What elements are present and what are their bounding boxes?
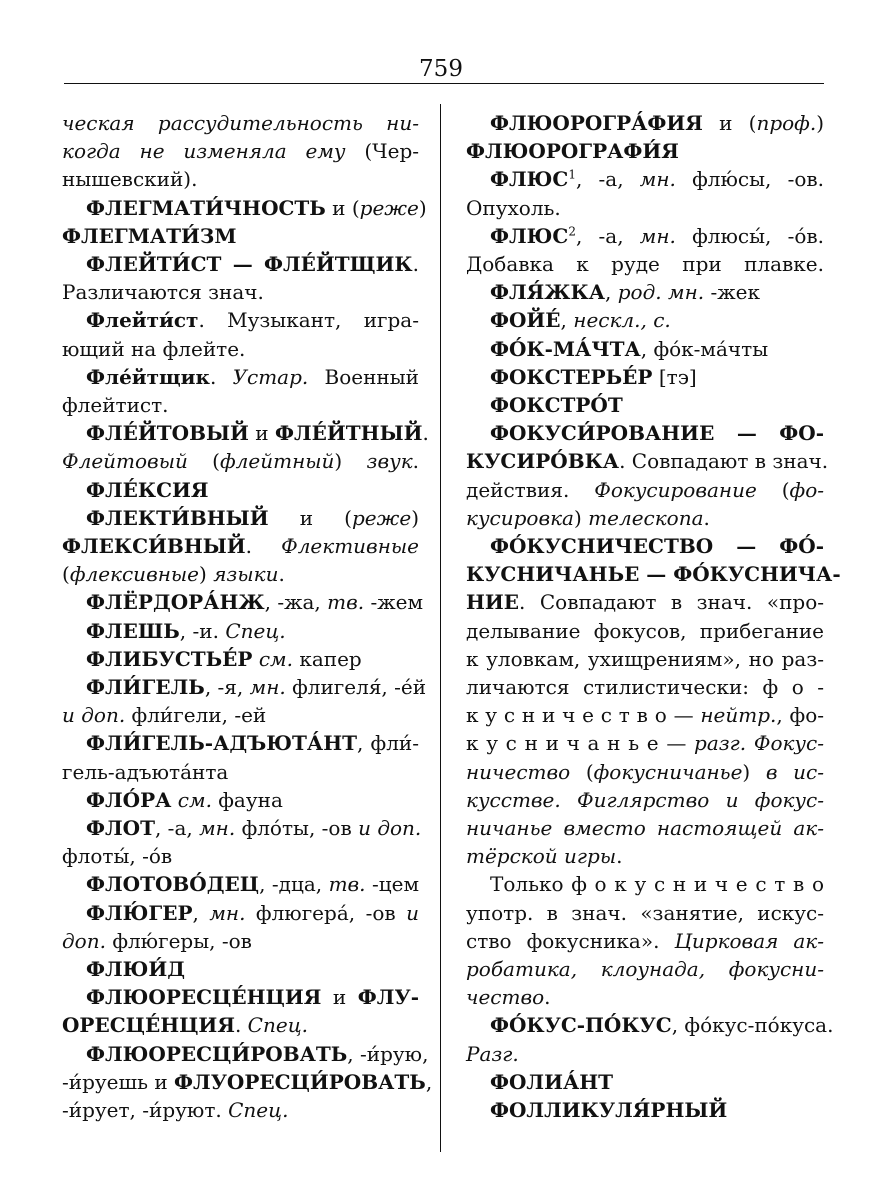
headword: ФОЛЛИКУЛЯ́РНЫЙ [490,1098,728,1122]
text-line [62,223,236,249]
text-line [86,956,185,982]
italic-text: проф. [756,111,817,135]
text-line [466,674,824,700]
text-line [466,251,824,277]
text-run: флюсы́, -о́в. [675,223,824,248]
text-run: Добавка к руде при плавке. [466,252,824,276]
italic-text: Устар. [232,364,309,389]
italic-text: флексивные [69,562,200,587]
headword: ФОКСТРО́Т [490,393,623,417]
page-number: 759 [419,56,463,82]
text-run: ( [756,477,790,502]
headword: ФЛЕ́ЙТНЫЙ [275,421,423,446]
headword: ФЛИ́ГЕЛЬ-АДЪЮТА́НТ [86,731,357,756]
italic-text: см. [258,646,293,671]
text-run: -цем [365,872,419,897]
left-column [62,0,433,1192]
italic-text: мн. [249,675,286,699]
italic-text: нейтр. [700,703,777,728]
text-run: . [616,844,623,869]
text-run: -жек [704,280,760,305]
text-run: , -а, [575,167,640,192]
text-line [466,1041,519,1067]
headword: ФЛЮОРЕСЦЕ́НЦИЯ [86,985,322,1010]
text-run: . Совпадают в знач. «про- [519,590,824,615]
text-run: , -а, [575,223,640,248]
italic-text: мн. [209,900,246,925]
italic-text: и [406,900,419,925]
text-run: Опухоль. [466,195,561,220]
text-run: к у с н и ч е с т в о — [466,703,701,728]
text-run: . Совпадают в знач. [619,449,829,474]
text-line [86,195,427,221]
text-run: , [605,280,618,305]
italic-text: кусстве. Фиглярство и фокус- [466,787,824,812]
headword: КУСИРО́ВКА [466,449,620,474]
text-run: ство фокусника». [466,928,675,953]
text-run: ( [62,562,70,587]
text-run: -и́рует, -и́руют. [62,1098,229,1122]
headword: ФЛИБУСТЬЕ́Р [86,646,253,671]
headword: ФЛЮ́ГЕР [86,900,193,925]
text-run: личаются стилистически: ф о - [466,675,824,699]
headword: Фле́йтщик [86,364,210,389]
italic-text: ничество [466,759,571,784]
italic-text: род. мн. [617,280,705,305]
italic-text: Разг. [466,1041,519,1066]
text-line [86,1041,429,1067]
text-run: и [321,985,358,1010]
italic-text: Спец. [228,1098,289,1122]
headword: ФЛЮС [490,223,569,248]
headword: ФОЛИА́НТ [490,1069,614,1094]
text-run: [тэ] [652,364,697,389]
text-line [490,533,824,559]
italic-text: Цирковая ак- [674,928,824,953]
text-run: фауна [211,787,283,812]
text-line [490,1012,834,1038]
text-line [86,984,419,1010]
text-run: ) [816,111,824,135]
italic-text: мн. [639,167,676,192]
text-run: к у с н и ч а н ь е — [466,731,695,756]
text-line [62,166,197,192]
text-line [490,166,824,192]
italic-text: Спец. [225,618,286,643]
text-line [86,674,427,700]
headword: ФЛЕКТИ́ВНЫЙ [86,505,269,530]
text-line [62,759,228,785]
headword: Флейти́ст [86,308,199,333]
headword: ФЛО́РА [86,787,172,812]
italic-text: мн. [199,816,236,840]
italic-text: Спец. [247,1013,309,1038]
italic-text: в ис- [765,759,824,784]
text-run: , [560,308,574,333]
headword: НИЕ [466,590,520,615]
text-line [86,787,283,813]
italic-text: чество [466,985,545,1010]
text-run: . [278,562,285,587]
text-line [62,843,172,869]
headword: ФО́КУС-ПО́КУС [490,1013,672,1038]
headword: ФО́К-МА́ЧТА [490,336,641,361]
text-line [62,448,419,474]
text-line [466,477,824,503]
text-line [490,364,697,390]
headword: ФЛОТОВО́ДЕЦ [86,872,260,897]
headword: ФЛЁРДОРА́НЖ [86,590,265,615]
text-line [62,138,419,164]
text-run: , [192,900,210,925]
text-run: . [422,421,429,446]
headword: ФОКСТЕРЬЕ́Р [490,364,653,389]
text-run: , -а, [154,816,200,840]
right-column [466,0,841,1192]
text-line [490,336,768,362]
text-run: . [234,1013,248,1038]
homonym-index: 2 [568,224,576,239]
text-run: . [703,505,710,530]
text-line [490,1097,727,1123]
text-line [86,618,286,644]
text-run: , -и́рую, [347,1041,429,1066]
text-run: флейтист. [62,393,169,417]
text-run: , -и. [179,618,226,643]
text-run: и ( [702,111,757,135]
text-run: Различаются знач. [62,280,264,305]
text-run: и ( [268,505,352,530]
italic-text: фо- [789,477,824,502]
text-run: нышевский). [62,167,198,192]
text-line [86,871,419,897]
text-run: Только ф о к у с н и ч е с т в о [490,872,824,897]
text-line [86,477,209,503]
italic-text: звук [366,449,413,474]
italic-text: флейтный [220,449,335,474]
italic-text: тв. [328,872,366,897]
text-line [466,505,710,531]
text-line [86,505,419,531]
text-run: , [425,1069,433,1094]
text-line [86,646,362,672]
headword: ФОКУСИ́РОВАНИЕ — ФО- [490,421,824,446]
text-line [466,448,829,474]
text-run: , -я, [204,675,250,699]
headword: ФЛЮОРЕСЦИ́РОВАТЬ [86,1041,348,1066]
italic-text: телескопа [588,505,704,530]
italic-text: ческая рассудительность ни- [62,111,419,135]
headword: ФЛЯ́ЖКА [490,280,606,305]
headword: ФЛУОРЕСЦИ́РОВАТЬ [174,1069,426,1094]
text-run: . Музыкант, игра- [198,308,419,333]
text-line [86,815,422,841]
text-run: к уловкам, ухищрениям», но раз- [466,646,824,671]
text-line [62,1012,308,1038]
italic-text: доп. [62,928,106,953]
text-line [490,1069,613,1095]
text-line [466,928,824,954]
text-run: -и́руешь и [62,1069,175,1094]
text-run: флю́сы, -ов. [675,167,824,192]
text-line [490,307,671,333]
italic-text: и доп. [62,703,126,728]
italic-text: Флективные [281,534,419,558]
text-run: и [248,421,275,446]
text-run: употр. в знач. «занятие, искус- [466,900,824,925]
text-run: ) [334,449,367,474]
text-line [466,843,622,869]
text-line [490,871,824,897]
headword: ФЛЕГМАТИ́ЗМ [62,223,237,248]
text-line [62,702,266,728]
italic-text: тёрской игры [466,844,617,869]
headword: ФЛУ- [357,985,419,1010]
headword: ФЛИ́ГЕЛЬ [86,675,205,699]
text-run: , -дца, [259,872,329,897]
italic-text: мн. [639,223,676,248]
text-line [466,702,824,728]
text-run: , фо- [776,703,825,728]
text-line [466,787,824,813]
text-line [466,956,824,982]
text-run: делывание фокусов, прибегание [466,618,824,643]
text-run: ) [418,195,427,220]
text-line [62,533,419,559]
italic-text: разг. Фокус- [694,731,824,756]
text-line [466,589,824,615]
column-divider [440,104,441,1152]
text-line [466,195,561,221]
text-run: и ( [325,195,360,220]
headword: ФЛЕШЬ [86,618,180,643]
text-line [62,110,419,136]
headword: ФЛЕГМАТИ́ЧНОСТЬ [86,195,326,220]
headword: ФЛОТ [86,816,155,840]
text-line [466,759,824,785]
headword: ФЛЕЙТИ́СТ — ФЛЕ́ЙТЩИК [86,252,413,276]
text-line [86,730,419,756]
text-run: ) [411,505,419,530]
text-line [490,223,824,249]
text-line [490,420,824,446]
headword: ФЛЮОРОГРАФИ́Я [466,139,679,164]
text-run: ) [573,505,589,530]
text-run: . [209,364,233,389]
italic-text: см. [177,787,212,812]
text-run: -жем [364,590,424,615]
italic-text: языки [213,562,279,587]
headword: ОРЕСЦЕ́НЦИЯ [62,1013,235,1038]
text-line [466,618,824,644]
italic-text: реже [359,195,419,220]
text-line [62,336,245,362]
text-line [62,928,252,954]
headword: ФЛЮС [490,167,569,192]
text-run: капер [292,646,362,671]
text-line [490,110,824,136]
text-run: . [544,985,551,1010]
headword: ФОЙЕ́ [490,308,561,333]
headword: ФЛЕКСИ́ВНЫЙ [62,534,246,558]
text-line [466,138,679,164]
headword: ФЛЮОРОГРА́ФИЯ [490,111,703,135]
text-line [62,1097,288,1123]
text-run: (Чер- [345,139,420,164]
text-line [86,589,424,615]
text-run: ) [742,759,766,784]
italic-text: Флейтовый [62,449,188,474]
italic-text: когда не изменяла ему [62,139,346,164]
text-run: . [412,252,419,276]
text-run: . [245,534,282,558]
text-run: , -жа, [264,590,328,615]
text-run: флоты́, -о́в [62,844,173,869]
text-line [86,307,419,333]
text-run: флю́геры, -ов [105,928,252,953]
text-line [86,900,419,926]
text-line [466,561,841,587]
text-run: флигеля́, -е́й [285,675,427,699]
text-line [466,646,824,672]
headword: ФО́КУСНИЧЕСТВО — ФО́- [490,534,824,558]
text-line [490,392,623,418]
text-run: ющий на флейте. [62,336,246,361]
text-run: ( [570,759,594,784]
text-line [62,1069,433,1095]
italic-text: Фокусирование [594,477,757,502]
text-line [466,900,824,926]
headword: ФЛЕ́КСИЯ [86,477,209,502]
text-run: фли́гели, -ей [125,703,267,728]
italic-text: реже [351,505,412,530]
text-run: , фо́кус-по́куса. [671,1013,834,1038]
text-run: флюгера́, -ов [245,900,407,925]
text-run: , фли́- [357,731,419,756]
italic-text: кусировка [466,505,574,530]
italic-text: тв. [327,590,365,615]
italic-text: нескл., с. [573,308,671,333]
text-run: действия. [466,477,595,502]
text-run: ) [199,562,214,587]
text-line [62,279,264,305]
italic-text: фокусничанье [593,759,743,784]
text-run: Военный [308,364,419,389]
text-line [490,279,760,305]
text-run: . [412,449,419,474]
italic-text: робатика, клоунада, фокусни- [466,957,824,981]
text-line [86,251,419,277]
text-line [62,392,169,418]
headword: ФЛЕ́ЙТОВЫЙ [86,421,249,446]
headword: ФЛЮИ́Д [86,957,186,981]
text-line [466,984,550,1010]
italic-text: и доп. [358,816,422,840]
text-line [86,420,429,446]
text-line [86,364,419,390]
text-run: , фо́к-ма́чты [640,336,769,361]
italic-text: ничанье вместо настоящей ак- [466,816,824,840]
text-run: гель-адъюта́нта [62,759,229,784]
text-run: ( [187,449,220,474]
headword: КУСНИЧАНЬЕ — ФО́КУСНИЧА- [466,562,841,587]
text-line [466,730,824,756]
text-run: фло́ты, -ов [235,816,359,840]
text-line [62,561,285,587]
homonym-index: 1 [568,167,576,182]
text-line [466,815,824,841]
